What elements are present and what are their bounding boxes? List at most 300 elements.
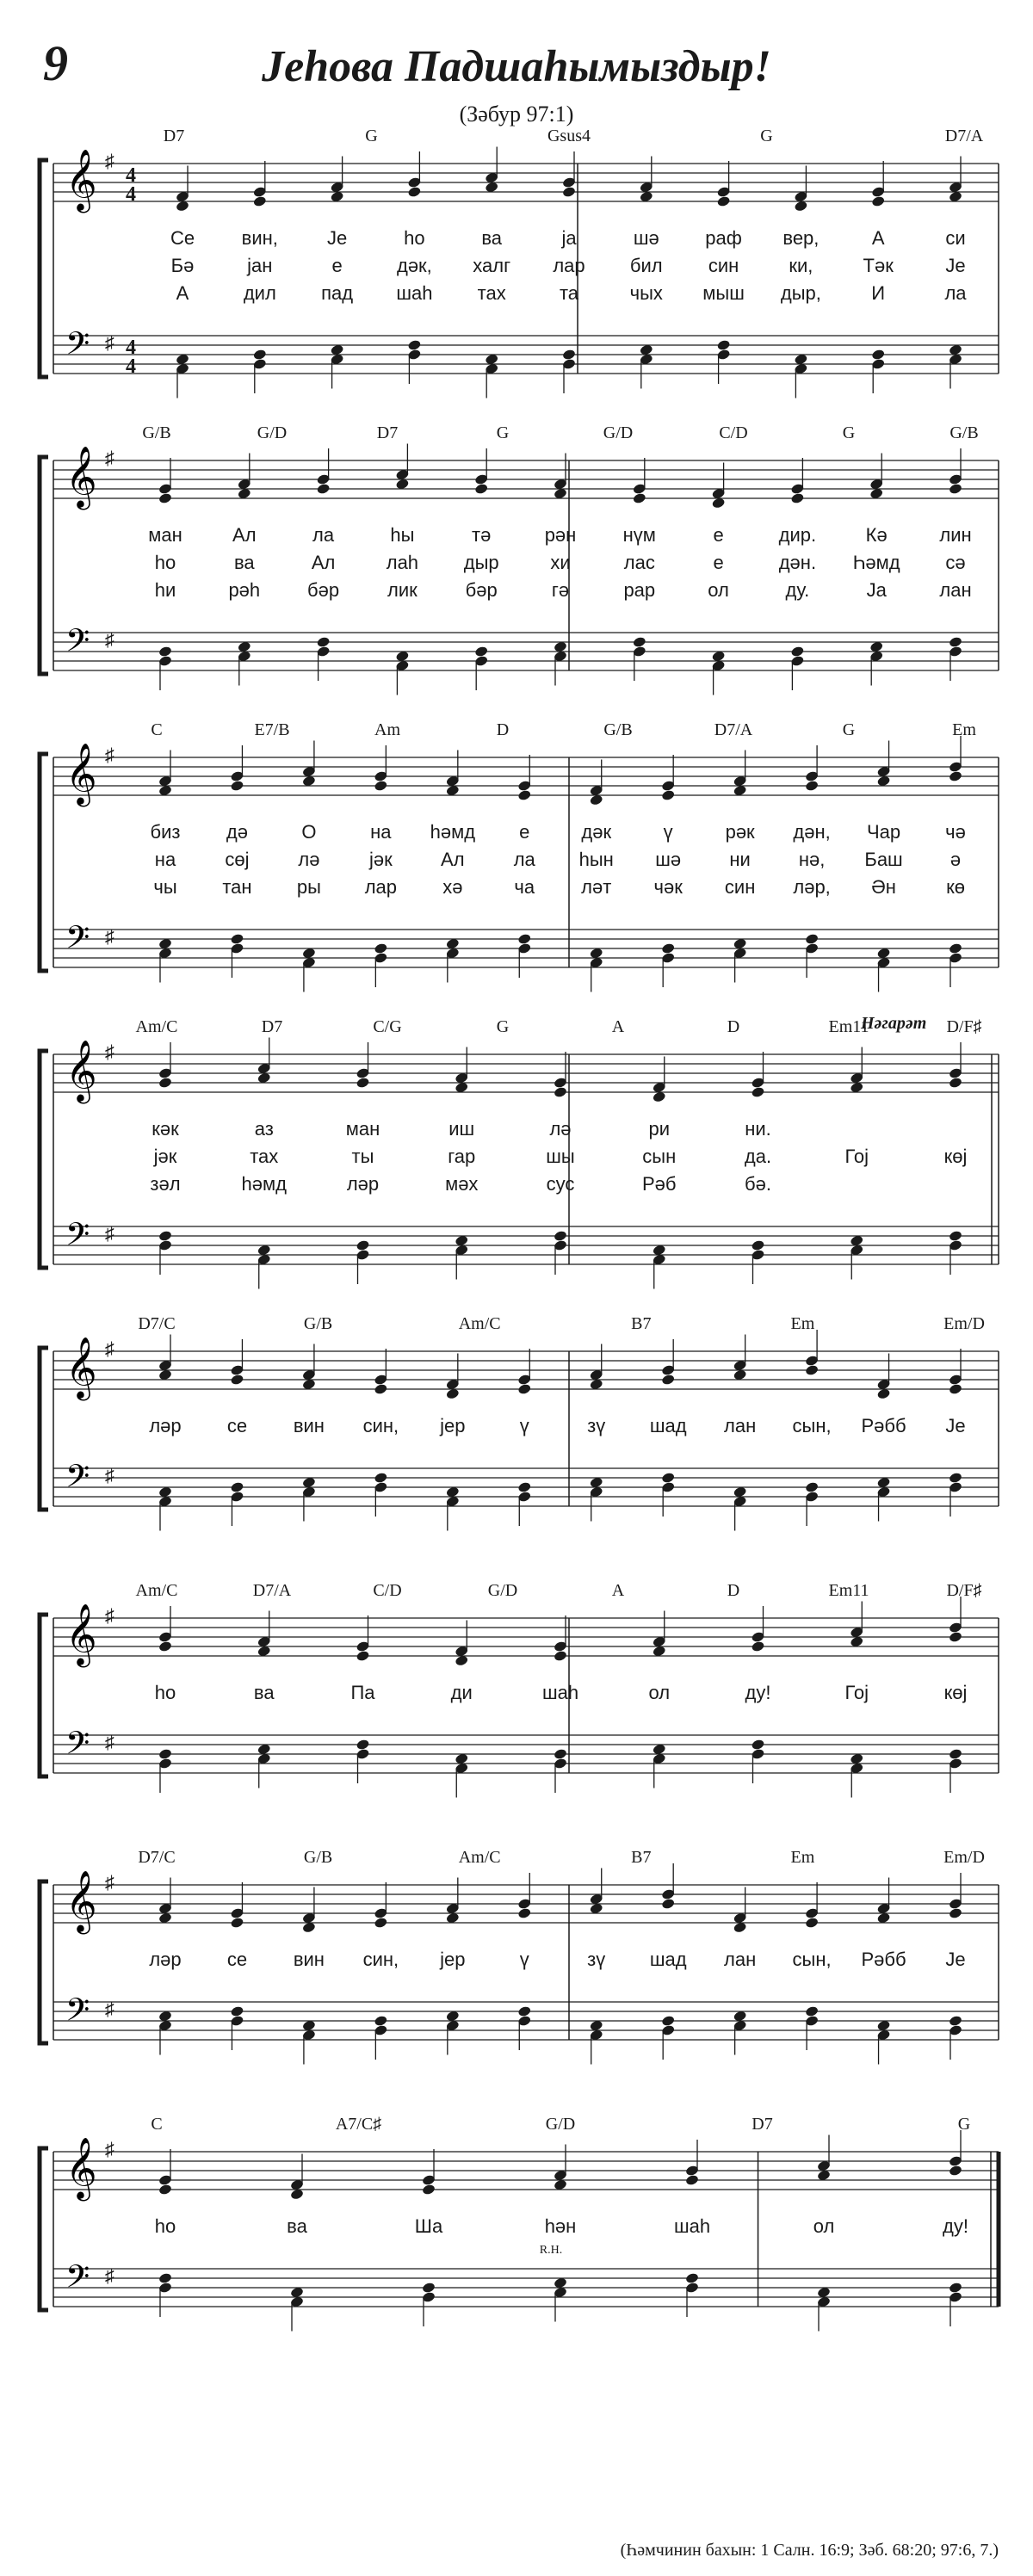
lyric-syllable: зү xyxy=(587,1415,606,1436)
lyric-syllable: Һәмд xyxy=(852,552,900,573)
chord-symbol: C xyxy=(151,2115,163,2134)
note-head xyxy=(562,186,577,198)
lyric-syllable: А xyxy=(176,282,189,304)
chord-symbol: D/F♯ xyxy=(946,1017,982,1036)
lyric-syllable: дә xyxy=(226,821,248,843)
lyric-syllable: јәк xyxy=(153,1146,177,1167)
note-head xyxy=(871,349,886,361)
lyric-syllable: ләр xyxy=(346,1173,380,1195)
lyric-syllable: бә. xyxy=(745,1173,771,1195)
note-head xyxy=(949,1077,963,1089)
chord-symbol: G/B xyxy=(603,720,633,739)
note-head xyxy=(949,1907,963,1919)
treble-clef: 𝄞 xyxy=(65,2135,97,2199)
lyric-syllable: гә xyxy=(551,579,570,601)
key-signature-sharp: ♯ xyxy=(105,1041,114,1063)
note-head xyxy=(661,1374,676,1386)
lyric-syllable: чы xyxy=(153,876,177,898)
song-title: Јеһова Падшаһымыздыр! xyxy=(262,42,771,91)
note-head xyxy=(230,1917,244,1929)
lyric-syllable: рәк xyxy=(725,821,755,843)
lyric-syllable: шаһ xyxy=(541,1682,579,1703)
note-head xyxy=(158,646,173,658)
lyric-syllable: раф xyxy=(705,227,742,249)
treble-clef: 𝄞 xyxy=(65,1335,97,1399)
note-head xyxy=(751,1086,765,1098)
lyric-syllable: һо xyxy=(154,1682,176,1703)
chord-symbol: C/D xyxy=(373,1581,402,1600)
lyric-syllable: лә xyxy=(549,1118,572,1140)
note-head xyxy=(805,1364,820,1376)
note-head xyxy=(356,1077,370,1089)
lyric-syllable: лә xyxy=(298,849,320,870)
note-head xyxy=(949,1748,963,1760)
lyric-syllable: чых xyxy=(629,282,663,304)
lyric-syllable: пад xyxy=(321,282,354,304)
lyric-syllable: вин xyxy=(293,1415,325,1436)
lyric-syllable: ла xyxy=(513,849,535,870)
lyric-syllable: иш xyxy=(448,1118,475,1140)
note-head xyxy=(158,1077,173,1089)
note-head xyxy=(751,1739,765,1751)
lyric-syllable: һи xyxy=(154,579,176,601)
system-bracket xyxy=(40,160,48,377)
scripture-reference: (Зәбур 97:1) xyxy=(459,102,574,127)
treble-clef: 𝄞 xyxy=(65,444,97,508)
lyric-syllable: чә xyxy=(945,821,966,843)
lyric-syllable: јер xyxy=(440,1949,466,1970)
chord-symbol: C/G xyxy=(373,1017,402,1036)
chord-symbol: D7 xyxy=(163,127,185,145)
note-head xyxy=(790,492,805,504)
lyric-syllable: бәр xyxy=(465,579,498,601)
treble-clef: 𝄞 xyxy=(65,1038,97,1102)
lyric-syllable: е xyxy=(331,255,343,276)
chord-symbol: D xyxy=(727,1017,740,1036)
lyric-syllable: шаһ xyxy=(396,282,433,304)
lyric-syllable: лас xyxy=(623,552,655,573)
lyric-syllable: ләр xyxy=(149,1415,182,1436)
lyric-syllable: ман xyxy=(345,1118,380,1140)
chord-symbol: D7 xyxy=(752,2115,773,2134)
system-8 xyxy=(40,2130,999,2332)
lyric-syllable: Рәб xyxy=(641,1173,677,1195)
lyric-syllable: дән, xyxy=(793,821,831,843)
lyric-syllable: Гој xyxy=(844,1682,869,1703)
lyric-syllable: дыр xyxy=(463,552,499,573)
lyric-syllable: јәк xyxy=(368,849,393,870)
lyric-syllable: рән xyxy=(544,524,577,546)
key-signature-sharp: ♯ xyxy=(105,2264,114,2287)
key-signature-sharp: ♯ xyxy=(105,331,114,354)
lyric-syllable: Па xyxy=(350,1682,375,1703)
lyric-syllable: Баш xyxy=(864,849,903,870)
note-head xyxy=(517,1907,532,1919)
key-signature-sharp: ♯ xyxy=(105,925,114,948)
lyric-syllable: та xyxy=(559,282,579,304)
key-signature-sharp: ♯ xyxy=(105,744,114,766)
lyric-syllable: ча xyxy=(514,876,535,898)
chord-symbol: Em/D xyxy=(943,1314,985,1333)
chord-symbol: G xyxy=(496,1017,510,1036)
chord-symbol: Am/C xyxy=(458,1848,501,1867)
note-head xyxy=(949,1383,963,1395)
note-head xyxy=(716,339,731,351)
key-signature-sharp: ♯ xyxy=(105,2138,114,2160)
note-head xyxy=(685,2272,700,2284)
note-head xyxy=(716,195,731,207)
chord-symbol: G xyxy=(760,127,773,145)
lyric-syllable: тә xyxy=(472,524,492,546)
lyric-syllable: шә xyxy=(655,849,682,870)
chord-symbol: G xyxy=(957,2115,971,2134)
lyric-syllable: на xyxy=(370,821,392,843)
bass-clef: 𝄢 xyxy=(65,1992,90,2036)
note-head xyxy=(374,780,388,792)
note-head xyxy=(685,2174,700,2186)
lyric-syllable: көј xyxy=(943,1146,968,1167)
chord-symbol: Am/C xyxy=(135,1581,178,1600)
note-head xyxy=(230,933,244,945)
lyric-syllable: һәмд xyxy=(430,821,476,843)
lyric-syllable: ни. xyxy=(745,1118,771,1140)
bass-clef: 𝄢 xyxy=(65,1216,90,1261)
note-head xyxy=(316,636,331,648)
lyric-syllable: шад xyxy=(649,1415,687,1436)
lyric-syllable: А xyxy=(871,227,885,249)
lyric-syllable: ол xyxy=(648,1682,671,1703)
lyric-syllable: һы xyxy=(390,524,415,546)
refrain-label: Нәгарәт xyxy=(861,1014,927,1033)
chord-symbol: Em xyxy=(790,1314,815,1333)
bass-clef: 𝄢 xyxy=(65,325,90,370)
lyric-syllable: син xyxy=(708,255,739,276)
lyric-syllable: Рәбб xyxy=(861,1415,906,1436)
lyric-syllable: һо xyxy=(154,552,176,573)
note-head xyxy=(374,942,388,954)
note-head xyxy=(374,1383,388,1395)
lyric-syllable: ду! xyxy=(943,2215,968,2237)
treble-clef: 𝄞 xyxy=(65,1869,97,1932)
note-head xyxy=(356,1739,370,1751)
key-signature-sharp: ♯ xyxy=(105,1604,114,1627)
note-head xyxy=(805,1481,820,1493)
lyric-syllable: рар xyxy=(623,579,656,601)
chord-symbol: D7/A xyxy=(944,127,984,145)
lyric-syllable: ты xyxy=(351,1146,374,1167)
note-head xyxy=(474,646,489,658)
note-head xyxy=(253,195,268,207)
note-head xyxy=(805,780,820,792)
chord-symbol: G/D xyxy=(487,1581,518,1600)
lyric-syllable: сус xyxy=(546,1173,575,1195)
bass-clef: 𝄢 xyxy=(65,919,90,964)
chord-symbol: G/D xyxy=(603,423,634,442)
chord-symbol: D7/A xyxy=(714,720,753,739)
lyric-syllable: лар xyxy=(364,876,398,898)
lyric-syllable: лин xyxy=(939,524,972,546)
lyric-syllable: шаһ xyxy=(673,2215,711,2237)
chord-symbol: G/B xyxy=(142,423,171,442)
note-head xyxy=(374,1472,388,1484)
lyric-syllable: Рәбб xyxy=(861,1949,906,1970)
note-head xyxy=(374,2015,388,2027)
note-head xyxy=(230,1374,244,1386)
lyric-syllable: на xyxy=(154,849,176,870)
lyric-syllable: син, xyxy=(362,1949,399,1970)
chord-symbol: D xyxy=(496,720,510,739)
lyric-syllable: Се xyxy=(170,227,195,249)
chord-symbol: A7/C♯ xyxy=(335,2115,382,2134)
note-head xyxy=(517,1383,532,1395)
key-signature-sharp: ♯ xyxy=(105,150,114,172)
lyric-syllable: ү xyxy=(519,1415,529,1436)
lyric-syllable: ә xyxy=(949,849,962,870)
note-head xyxy=(158,1640,173,1652)
hand-marking: R.H. xyxy=(539,2244,563,2257)
lyric-syllable: син, xyxy=(362,1415,399,1436)
note-head xyxy=(661,2015,676,2027)
lyric-syllable: ла xyxy=(944,282,967,304)
lyric-syllable: ман xyxy=(148,524,182,546)
note-head xyxy=(316,483,331,495)
lyric-syllable: ни xyxy=(729,849,751,870)
note-head xyxy=(158,492,173,504)
lyric-syllable: Тәк xyxy=(863,255,894,276)
lyric-syllable: вин, xyxy=(241,227,278,249)
system-bracket xyxy=(40,2148,48,2310)
lyric-syllable: ду. xyxy=(785,579,810,601)
note-head xyxy=(633,636,647,648)
system-bracket xyxy=(40,1615,48,1776)
note-head xyxy=(517,789,532,801)
lyric-syllable: ки, xyxy=(789,255,813,276)
note-head xyxy=(949,1230,963,1242)
note-head xyxy=(253,349,268,361)
chord-symbol: Am xyxy=(374,720,400,739)
chord-symbol: D7 xyxy=(376,423,399,442)
chord-symbol: D7/A xyxy=(252,1581,292,1600)
lyric-syllable: мәх xyxy=(445,1173,479,1195)
lyric-syllable: һо xyxy=(154,2215,176,2237)
lyric-syllable: шы xyxy=(546,1146,575,1167)
chord-symbol: E7/B xyxy=(254,720,290,739)
lyric-syllable: И xyxy=(871,282,886,304)
chord-symbol: G/B xyxy=(303,1848,333,1867)
lyric-syllable: халг xyxy=(473,255,511,276)
note-head xyxy=(805,2005,820,2017)
key-signature-sharp: ♯ xyxy=(105,1464,114,1486)
lyric-syllable: е xyxy=(713,552,724,573)
key-signature-sharp: ♯ xyxy=(105,1731,114,1753)
lyric-syllable: ва xyxy=(253,1682,275,1703)
note-head xyxy=(805,1917,820,1929)
chord-symbol: G/D xyxy=(257,423,288,442)
chord-symbol: G xyxy=(365,127,378,145)
lyric-syllable: бил xyxy=(629,255,663,276)
note-head xyxy=(374,1917,388,1929)
note-head xyxy=(949,770,963,782)
time-signature-bottom: 4 xyxy=(126,182,136,206)
lyric-syllable: вин xyxy=(293,1949,325,1970)
note-head xyxy=(554,1086,568,1098)
lyric-syllable: ва xyxy=(481,227,503,249)
lyric-syllable: биз xyxy=(150,821,181,843)
note-head xyxy=(158,2272,173,2284)
lyric-syllable: дәк xyxy=(581,821,612,843)
lyric-syllable: мыш xyxy=(702,282,745,304)
lyric-syllable: дыр, xyxy=(780,282,821,304)
lyric-syllable: кәк xyxy=(152,1118,179,1140)
system-bracket xyxy=(40,754,48,971)
lyric-syllable: тах xyxy=(250,1146,279,1167)
chord-symbol: Em11 xyxy=(828,1017,869,1036)
lyric-syllable: Је xyxy=(326,227,348,249)
note-head xyxy=(422,2184,436,2196)
lyric-syllable: Ән xyxy=(871,876,896,898)
lyric-syllable: лан xyxy=(724,1949,757,1970)
note-head xyxy=(949,636,963,648)
chord-symbol: Em xyxy=(790,1848,815,1867)
treble-clef: 𝄞 xyxy=(65,741,97,805)
lyric-syllable: јер xyxy=(440,1415,466,1436)
lyric-syllable: дән. xyxy=(778,552,817,573)
lyric-syllable: һән xyxy=(544,2215,577,2237)
note-head xyxy=(422,2282,436,2294)
lyric-syllable: тах xyxy=(477,282,506,304)
note-head xyxy=(805,933,820,945)
chord-symbol: G xyxy=(842,423,856,442)
chord-symbol: G/B xyxy=(949,423,979,442)
lyric-syllable: тан xyxy=(222,876,252,898)
lyric-syllable: Ал xyxy=(311,552,336,573)
lyric-syllable: Ал xyxy=(232,524,257,546)
chord-symbol: G/D xyxy=(545,2115,576,2134)
note-head xyxy=(356,1650,370,1662)
lyric-syllable: лан xyxy=(939,579,972,601)
chord-symbol: G xyxy=(842,720,856,739)
lyric-syllable: хи xyxy=(550,552,571,573)
lyric-syllable: бәр xyxy=(307,579,340,601)
lyric-syllable: сә xyxy=(945,552,966,573)
lyric-syllable: сөј xyxy=(225,849,250,870)
chord-symbol: C/D xyxy=(719,423,748,442)
lyric-syllable: Чар xyxy=(866,821,901,843)
note-head xyxy=(517,2005,532,2017)
lyric-syllable: се xyxy=(226,1415,248,1436)
bass-clef: 𝄢 xyxy=(65,2258,90,2303)
lyric-syllable: си xyxy=(945,227,966,249)
lyric-syllable: кө xyxy=(946,876,965,898)
lyric-syllable: ол xyxy=(813,2215,835,2237)
lyric-syllable: Гој xyxy=(844,1146,869,1167)
note-head xyxy=(661,1898,676,1910)
note-head xyxy=(230,1481,244,1493)
chord-symbol: A xyxy=(611,1581,625,1600)
lyric-syllable: Ша xyxy=(414,2215,443,2237)
key-signature-sharp: ♯ xyxy=(105,628,114,651)
chord-symbol: G xyxy=(496,423,510,442)
lyric-syllable: е xyxy=(713,524,724,546)
note-head xyxy=(790,646,805,658)
system-bracket xyxy=(40,1881,48,2043)
lyric-syllable: ла xyxy=(312,524,335,546)
lyric-syllable: зү xyxy=(587,1949,606,1970)
lyric-syllable: ол xyxy=(708,579,729,601)
note-head xyxy=(158,1230,173,1242)
note-head xyxy=(949,2165,963,2177)
chord-symbol: Am/C xyxy=(135,1017,178,1036)
note-head xyxy=(871,195,886,207)
note-head xyxy=(949,942,963,954)
lyric-syllable: ди xyxy=(450,1682,473,1703)
lyric-syllable: дил xyxy=(243,282,276,304)
lyric-syllable: Је xyxy=(945,1949,966,1970)
lyric-syllable: лар xyxy=(553,255,585,276)
lyric-syllable: е xyxy=(519,821,530,843)
note-head xyxy=(474,483,489,495)
chord-symbol: C xyxy=(151,720,163,739)
note-head xyxy=(949,1472,963,1484)
lyric-syllable: ры xyxy=(296,876,321,898)
key-signature-sharp: ♯ xyxy=(105,447,114,469)
lyric-syllable: көј xyxy=(943,1682,968,1703)
footnote: (Һәмчинин бахын: 1 Салн. 16:9; Зәб. 68:20; 97:6, 7.) xyxy=(620,2541,999,2560)
lyric-syllable: дәк, xyxy=(396,255,432,276)
lyric-syllable: вер, xyxy=(782,227,820,249)
lyric-syllable: чәк xyxy=(653,876,683,898)
note-head xyxy=(633,492,647,504)
key-signature-sharp: ♯ xyxy=(105,1998,114,2020)
lyric-syllable: рәһ xyxy=(228,579,261,601)
lyric-syllable: нә, xyxy=(798,849,826,870)
lyric-syllable: һәмд xyxy=(241,1173,287,1195)
note-head xyxy=(158,1748,173,1760)
lyric-syllable: Је xyxy=(945,255,966,276)
note-head xyxy=(562,349,577,361)
note-head xyxy=(661,789,676,801)
note-head xyxy=(949,2282,963,2294)
lyric-syllable: ва xyxy=(287,2215,307,2237)
lyric-syllable: ләр xyxy=(149,1949,182,1970)
treble-clef: 𝄞 xyxy=(65,147,97,211)
note-head xyxy=(356,1239,370,1251)
lyric-syllable: лаһ xyxy=(386,552,419,573)
lyric-syllable: ва xyxy=(233,552,255,573)
note-head xyxy=(407,186,422,198)
lyric-syllable: син xyxy=(724,876,756,898)
lyric-syllable: Ал xyxy=(441,849,465,870)
lyric-syllable: Кә xyxy=(865,524,888,546)
chord-symbol: Am/C xyxy=(458,1314,501,1333)
note-head xyxy=(158,2184,173,2196)
note-head xyxy=(661,942,676,954)
note-head xyxy=(407,339,422,351)
lyric-syllable: Ја xyxy=(866,579,887,601)
lyric-syllable: Бә xyxy=(170,255,195,276)
treble-clef: 𝄞 xyxy=(65,1602,97,1665)
chord-symbol: A xyxy=(611,1017,625,1036)
lyric-syllable: О xyxy=(301,821,317,843)
chord-symbol: Em xyxy=(952,720,976,739)
lyric-syllable: һын xyxy=(578,849,614,870)
lyric-syllable: сын xyxy=(642,1146,677,1167)
chord-symbol: G/B xyxy=(303,1314,333,1333)
key-signature-sharp: ♯ xyxy=(105,1337,114,1360)
note-head xyxy=(751,1640,765,1652)
lyric-syllable: ләр, xyxy=(793,876,831,898)
note-head xyxy=(517,1481,532,1493)
